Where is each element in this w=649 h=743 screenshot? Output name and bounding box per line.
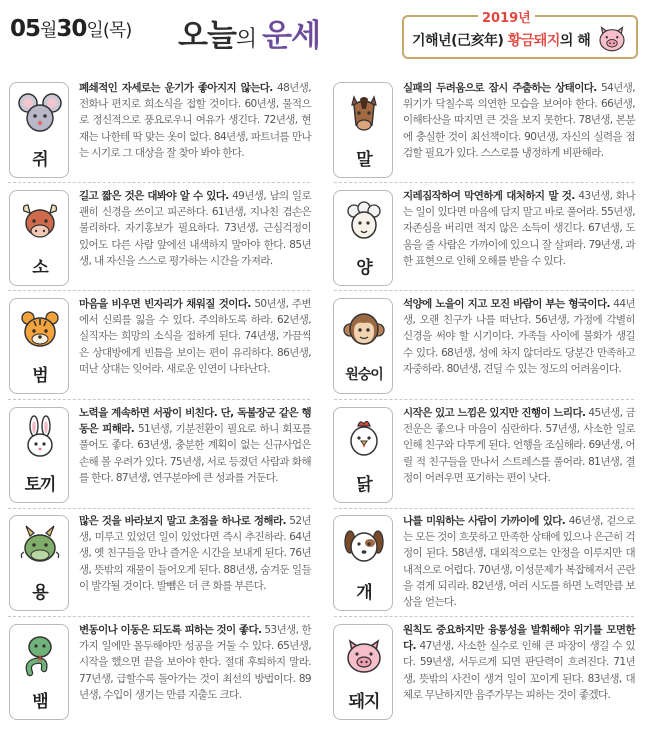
sheep-icon [340, 197, 388, 245]
fortune-body: 46년생, 겉으로는 모든 것이 흐뭇하고 만족한 상태에 있으나 은근히 걱정이 된다. 58년생, 대외적으로는 안정을 이루지만 대내적으로 어렵다. 70년생, 이성문제가 복잡해져서 곤란을 겪게 되리라. 82년생, 여러 시도를 하면 노력만큼 보상을 얻는다. [403, 515, 635, 609]
fortune-lead: 나를 미워하는 사람이 가까이에 있다. [403, 515, 566, 527]
badge-highlight: 황금돼지 [507, 33, 560, 49]
fortune-body: 49년생, 남의 일로 괜히 신경을 쓰이고 피곤하다. 61년생, 지나친 겸손은 불리하다. 자기홍보가 필요하다. 73년생, 근심걱정이 있어도 다른 사람 앞에선 내색하지 말아야 한다. 85년생, 내 자신을 스스로 평가하는 시간을 가져라. [79, 190, 312, 267]
fortune-text [79, 188, 311, 269]
fortune-body: 45년생, 금전운은 좋으나 마음이 심란하다. 57년생, 사소한 일로 인해 친구와 다투게 된다. 언행을 조심해라. 69년생, 어릴 적 친구들을 만나서 스트레스를 풀어라. 81년생, 결정이 어려우면 포기하는 편이 낫다. [403, 407, 635, 484]
horse-icon [340, 89, 388, 137]
fortune-card-monkey [333, 298, 638, 394]
row-divider [8, 399, 310, 400]
fortune-card-mouse [9, 82, 314, 178]
badge-prefix: 기해년(己亥年) [412, 33, 508, 49]
snake-icon [16, 631, 64, 679]
animal-icon-box [333, 407, 393, 503]
animal-icon-box [9, 515, 69, 611]
fortune-card-horse [333, 82, 638, 178]
animal-name: 닭 [356, 475, 372, 495]
row-divider [334, 290, 634, 291]
fortune-body: 43년생, 화나는 일이 있다면 마음에 담지 말고 바로 풀어라. 55년생, 자존심을 버리면 적지 않은 소득이 생긴다. 67년생, 도움을 줄 사람은 가까이에 있으니 잘 살펴라. 79년생, 과한 표현으로 인해 오해를 받을 수 있다. [403, 190, 635, 267]
fortune-body: 48년생, 전화나 편지로 희소식을 접할 것이다. 60년생, 물적으로 정신적으로 풍요로우니 여유가 생긴다. 72년생, 현재는 나한테 딱 맞는 옷이 없다. 84년생, 파트너를 만나는 시기로 그 대상을 잘 찾아 봐야 한다. [79, 82, 311, 159]
date-day-unit: 일 [86, 20, 103, 41]
animal-icon-box [333, 298, 393, 394]
fortune-body: 44년생, 오랜 친구가 나를 떠난다. 56년생, 가정에 각별히 신경을 써야 할 시기이다. 가족들 사이에 불화가 생길 수 있다. 68년생, 성에 차지 않더라도 당분간 만족하고 자중하라. 80년생, 견딜 수 있는 정도의 어려움이다. [403, 298, 635, 375]
fortune-text [403, 513, 635, 610]
title-part-a: 오늘 [178, 18, 236, 54]
page-title [178, 10, 320, 55]
animal-name: 토끼 [24, 475, 56, 495]
fortune-text [403, 622, 635, 703]
animal-name: 양 [356, 258, 372, 278]
title-part-b: 의 [235, 27, 263, 52]
fortune-lead: 길고 짧은 것은 대봐야 알 수 있다. [79, 190, 229, 202]
date-month: 05 [10, 16, 41, 42]
fortune-lead: 노력을 계속하면 서광이 비친다. 단, 독불장군 같은 행동은 피해라. [79, 407, 311, 436]
fortune-text [403, 296, 635, 377]
fortune-lead: 변동이나 이동은 되도록 피하는 것이 좋다. [79, 624, 262, 636]
animal-icon-box [9, 298, 69, 394]
ox-icon [16, 197, 64, 245]
fortune-lead: 석양에 노을이 지고 모진 바람이 부는 형국이다. [403, 298, 610, 310]
date-month-unit: 월 [40, 20, 57, 41]
fortune-card-pig [333, 624, 638, 720]
mouse-icon [16, 89, 64, 137]
fortune-lead: 시작은 있고 느낌은 있지만 진행이 느리다. [403, 407, 586, 419]
fortune-text [79, 513, 311, 594]
chicken-icon [340, 414, 388, 462]
animal-name: 말 [356, 150, 372, 170]
fortune-lead: 실패의 두려움으로 잠시 주춤하는 상태이다. [403, 82, 597, 94]
animal-name: 원숭이 [345, 367, 383, 383]
row-divider [334, 399, 634, 400]
fortune-text [79, 80, 311, 161]
fortune-body: 47년생, 사소한 실수로 인해 큰 파장이 생길 수 있다. 59년생, 서두르게 되면 판단력이 흐려진다. 71년생, 뜻밖의 사건이 생겨 일이 꼬이게 된다. 83년생, 대체로 무난하지만 음주가무는 피하는 것이 좋겠다. [403, 640, 635, 701]
fortune-text [403, 80, 635, 161]
animal-icon-box [333, 624, 393, 720]
fortune-lead: 지레짐작하여 막연하게 대처하지 말 것. [403, 190, 575, 202]
fortune-body: 53년생, 한 가지 일에만 몰두해야만 성공을 거둘 수 있다. 65년생, 시작을 했으면 끝을 보아야 한다. 절대 후퇴하지 말라. 77년생, 급할수록 돌아가는 것이 최선의 방법이다. 89년생, 수입이 생기는 만큼 지출도 크다. [79, 624, 311, 701]
year-badge [402, 11, 638, 59]
fortune-text [79, 622, 311, 703]
date-day: 30 [56, 16, 87, 42]
animal-icon-box [333, 190, 393, 286]
fortune-text [79, 296, 311, 377]
fortune-body: 50년생, 주변에서 신뢰를 잃을 수 있다. 주의하도록 하라. 62년생, 실직자는 희망의 소식을 접하게 된다. 74년생, 가끔씩은 상대방에게 빈틈을 보이는 편이 유리하다. 86년생, 떠난 상대는 잊어라. 새로운 인연이 나타난다. [79, 298, 311, 375]
monkey-icon [340, 305, 388, 353]
date-weekday: (목) [102, 20, 132, 41]
fortune-lead: 원칙도 중요하지만 융통성을 발휘해야 위기를 모면한다. [403, 624, 635, 653]
row-divider [8, 290, 310, 291]
title-part-c: 운세 [262, 18, 321, 54]
row-divider [334, 508, 634, 509]
fortune-text [79, 405, 311, 486]
rabbit-icon [16, 414, 64, 462]
fortune-card-dog [333, 515, 638, 611]
row-divider [8, 182, 310, 183]
header [0, 0, 649, 70]
fortune-lead: 폐쇄적인 자세로는 운기가 좋아지지 않는다. [79, 82, 273, 94]
animal-icon-box [333, 82, 393, 178]
fortune-card-chicken [333, 407, 638, 503]
animal-icon-box [9, 407, 69, 503]
row-divider [8, 508, 310, 509]
tiger-icon [16, 305, 64, 353]
date [10, 16, 131, 42]
fortune-lead: 많은 것을 바라보지 말고 초점을 하나로 정해라. [79, 515, 286, 527]
row-divider [8, 616, 310, 617]
animal-name: 소 [32, 258, 48, 278]
row-divider [334, 616, 634, 617]
animal-name: 용 [32, 583, 48, 603]
fortune-card-ox [9, 190, 314, 286]
row-divider [334, 182, 634, 183]
badge-year: 2019년 [478, 7, 535, 26]
animal-name: 범 [32, 366, 48, 386]
animal-icon-box [9, 190, 69, 286]
animal-name: 뱀 [32, 692, 48, 712]
badge-text [412, 30, 590, 50]
animal-icon-box [333, 515, 393, 611]
fortune-body: 51년생, 기분전환이 필요로 하니 회포를 풀어도 좋다. 63년생, 충분한 계획이 없는 신규사업은 손해 볼 우려가 있다. 75년생, 서로 등졌던 사람과 화해를 한다. 87년생, 연구분야에 큰 성과를 거둔다. [79, 423, 311, 484]
animal-icon-box [9, 82, 69, 178]
animal-name: 쥐 [32, 150, 48, 170]
fortune-text [403, 405, 635, 486]
fortune-body: 52년생, 미루고 있었던 일이 있었다면 즉시 추진하라. 64년생, 옛 친구들을 만나 즐거운 시간을 보내게 된다. 76년생, 뜻밖의 재물이 들어오게 된다. 88년생, 숨겨둔 일들이 발각될 것이다. 발뺌은 더 큰 화를 부른다. [79, 515, 311, 592]
fortune-text [403, 188, 635, 269]
fortune-card-tiger [9, 298, 314, 394]
animal-name: 돼지 [348, 692, 380, 712]
fortune-card-sheep [333, 190, 638, 286]
dog-icon [340, 522, 388, 570]
fortune-lead: 마음을 비우면 빈자리가 채워질 것이다. [79, 298, 251, 310]
pig-icon [340, 631, 388, 679]
fortune-card-rabbit [9, 407, 314, 503]
pig-icon [593, 20, 631, 56]
fortune-card-snake [9, 624, 314, 720]
fortune-card-dragon [9, 515, 314, 611]
dragon-icon [16, 522, 64, 570]
animal-icon-box [9, 624, 69, 720]
fortune-body: 54년생, 위기가 닥칠수록 의연한 모습을 보여야 한다. 66년생, 이해타산을 따지면 큰 것을 보지 못한다. 78년생, 본분에 충실한 것이 최선책이다. 90년생, 자신의 실력을 점검할 필요가 있다. 스스로를 냉정하게 비판해라. [403, 82, 635, 159]
animal-name: 개 [356, 583, 372, 603]
badge-suffix: 의 해 [559, 33, 591, 49]
